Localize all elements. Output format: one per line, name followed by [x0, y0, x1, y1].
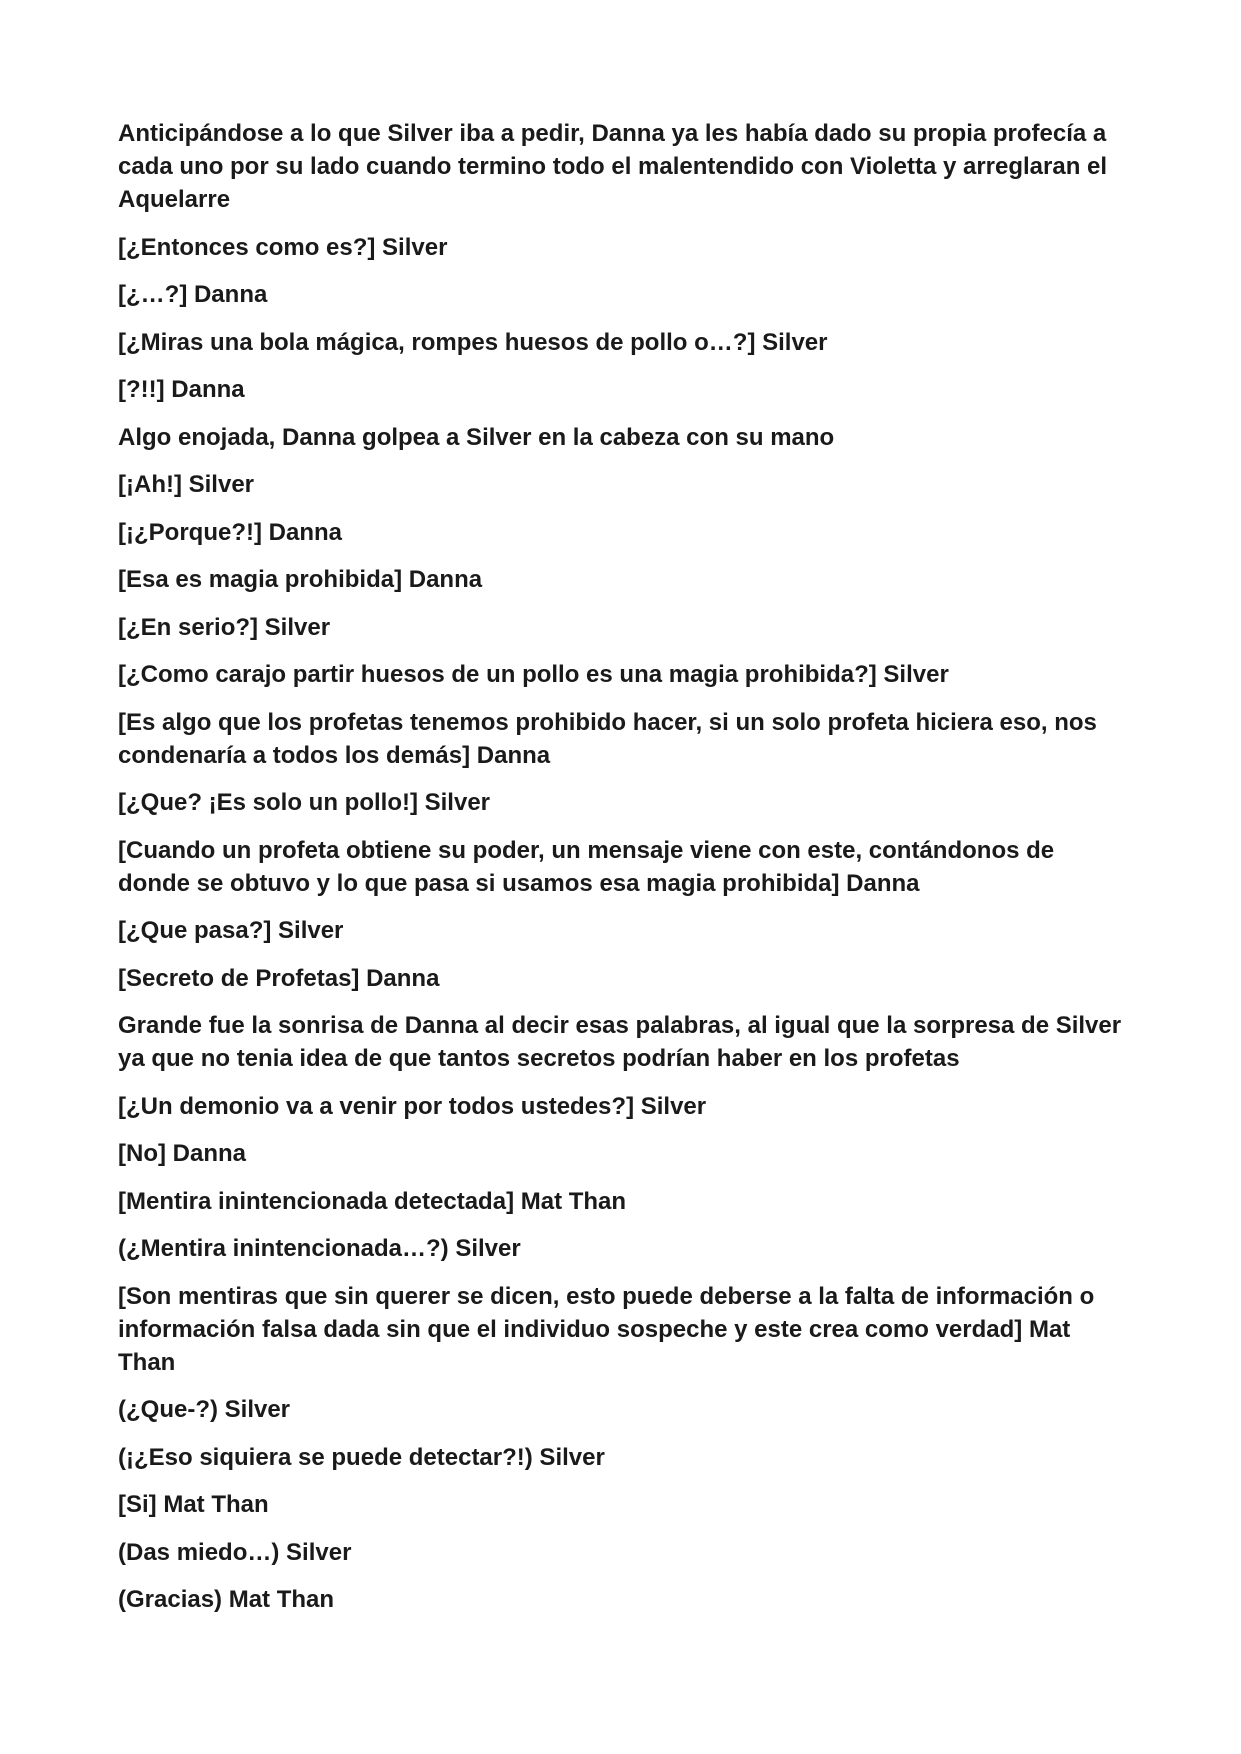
document-body [118, 117, 1128, 1631]
paragraph-6: Algo enojada, Danna golpea a Silver en la cabeza con su mano [118, 423, 835, 451]
paragraph-3: [¿…?] Danna [118, 281, 268, 308]
paragraph-7: [¡Ah!] Silver [118, 471, 255, 498]
paragraph-10: [¿En serio?] Silver [118, 613, 331, 641]
paragraph-12: [Es algo que los profetas tenemos prohibido hacer, si un solo profeta hiciera eso, nos condenaría a todos los demás] Danna [118, 708, 1097, 769]
paragraph-19: [No] Danna [118, 1140, 246, 1167]
paragraph-2: [¿Entonces como es?] Silver [118, 233, 448, 261]
paragraph-17: Grande fue la sonrisa de Danna al decir esas palabras, al igual que la sorpresa de Silver ya que no tenia idea de que tantos secretos podrían haber en los profetas [118, 1012, 1122, 1072]
paragraph-18: [¿Un demonio va a venir por todos ustedes?] Silver [118, 1092, 707, 1120]
paragraph-26: (Das miedo…) Silver [118, 1538, 352, 1566]
paragraph-20: [Mentira inintencionada detectada] Mat Than [118, 1187, 627, 1215]
paragraph-1: Anticipándose a lo que Silver iba a pedir, Danna ya les había dado su propia profecía a cada uno por su lado cuando termino todo el malentendido con Violetta y arreglaran el Aquelarre [118, 120, 1108, 213]
paragraph-27: (Gracias) Mat Than [118, 1586, 335, 1613]
paragraph-11: [¿Como carajo partir huesos de un pollo es una magia prohibida?] Silver [118, 661, 949, 688]
paragraph-14: [Cuando un profeta obtiene su poder, un mensaje viene con este, contándonos de donde se obtuvo y lo que pasa si usamos esa magia prohibida] Danna [118, 836, 1055, 897]
paragraph-9: [Esa es magia prohibida] Danna [118, 566, 483, 593]
paragraph-15: [¿Que pasa?] Silver [118, 917, 344, 944]
paragraph-5: [?!!] Danna [118, 376, 245, 403]
paragraph-4: [¿Miras una bola mágica, rompes huesos de pollo o…?] Silver [118, 328, 828, 356]
paragraph-21: (¿Mentira inintencionada…?) Silver [118, 1235, 521, 1262]
paragraph-25: [Si] Mat Than [118, 1491, 269, 1518]
paragraph-23: (¿Que-?) Silver [118, 1396, 291, 1423]
paragraph-13: [¿Que? ¡Es solo un pollo!] Silver [118, 789, 491, 816]
paragraph-24: (¡¿Eso siquiera se puede detectar?!) Silver [118, 1443, 605, 1471]
paragraph-22: [Son mentiras que sin querer se dicen, esto puede deberse a la falta de información o información falsa dada sin que el individuo sospeche y este crea como verdad] Mat Than [118, 1282, 1095, 1376]
paragraph-8: [¡¿Porque?!] Danna [118, 518, 342, 546]
paragraph-16: [Secreto de Profetas] Danna [118, 964, 440, 992]
